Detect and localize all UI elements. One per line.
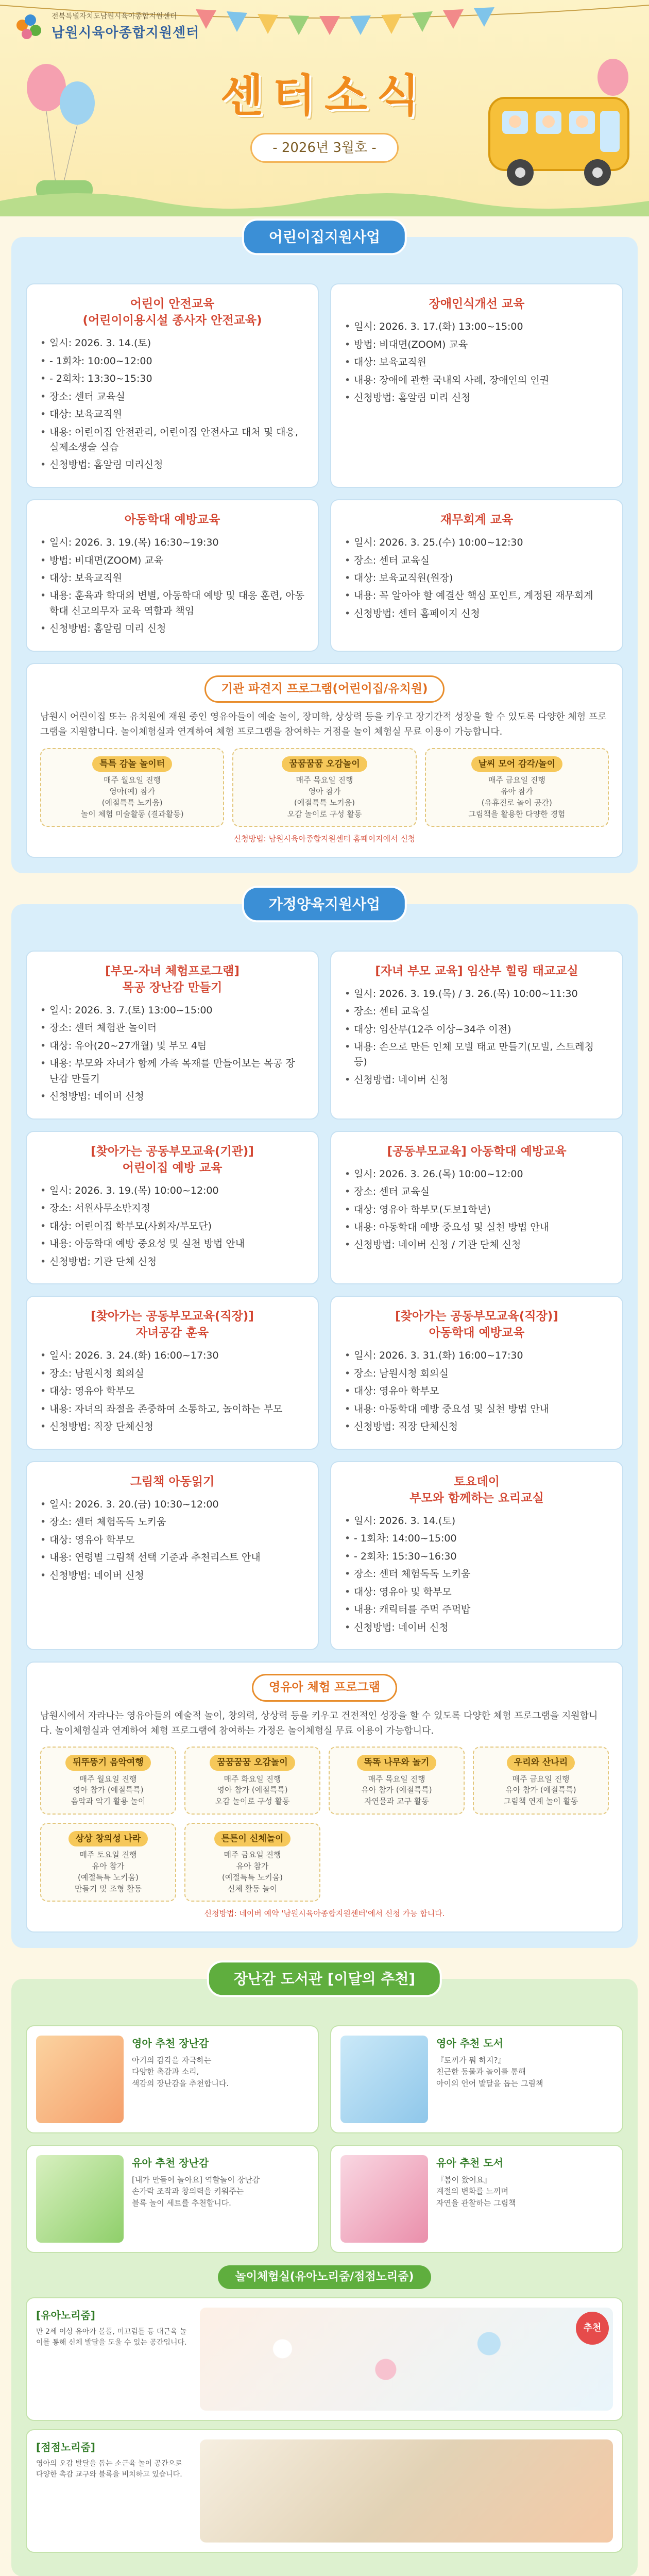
recommend-title: 유아 추천 도서 — [436, 2156, 503, 2169]
card-details — [40, 1497, 304, 1583]
detail-item: • 일시: 2026. 3. 14.(토) — [345, 1514, 609, 1529]
card-title: [자녀 부모 교육] 임산부 힐링 태교교실 — [375, 964, 578, 978]
institution-program-card — [26, 663, 623, 858]
special-program-title: 기관 파견지 프로그램(어린이집/유치원) — [204, 675, 445, 703]
detail-item: • 대상: 영유아 학부모(도보1학년) — [345, 1202, 609, 1217]
mini-program-line: 매주 목요일 진행 — [296, 775, 353, 785]
mini-program — [329, 1747, 465, 1815]
recommend-line: 친근한 동물과 놀이를 통해 — [436, 2067, 526, 2076]
special-program-text: 남원시에서 자라나는 영유아들의 예술적 놀이, 창의력, 상상력 등을 키우고 건전적인 성장을 할 수 있도록 다양한 체험 프로그램을 지원합니다. 놀이체험실과 연계하여 체험 프로그램에 참여하는 가정은 놀이체험실 무료 이용이 가능합니다. — [40, 1710, 598, 1736]
detail-item: • 장소: 센터 교육실 — [345, 553, 609, 568]
detail-item: • 방법: 비대면(ZOOM) 교육 — [40, 553, 304, 568]
mini-program-line: 매주 금요일 진행 — [488, 775, 545, 785]
card-title: [찾아가는 공동부모교육(직장)] 아동학대 예방교육 — [395, 1310, 558, 1340]
recommend-line: 아이의 언어 발달을 돕는 그림책 — [436, 2078, 543, 2088]
detail-item: • 장소: 서원사무소반지정 — [40, 1201, 304, 1216]
program-card — [330, 1461, 623, 1650]
mini-program-line: (예절특특 노키움) — [78, 1872, 139, 1882]
mini-program-line: (예절특특 노키움) — [294, 798, 355, 807]
card-details — [345, 319, 609, 405]
detail-item: • 일시: 2026. 3. 26.(목) 10:00~12:00 — [345, 1167, 609, 1182]
recommend-line: [내가 만들어 놀아요] 역할놀이 장난감 — [132, 2175, 260, 2184]
mini-program-line: (유휴진로 놀이 공간) — [481, 798, 552, 807]
detail-item: • 장소: 센터 교육실 — [345, 1004, 609, 1019]
org-logo-icon — [14, 12, 44, 42]
card-details — [345, 1167, 609, 1253]
mini-program — [40, 1823, 176, 1902]
recommend-line: 손가락 조작과 창의력을 키워주는 — [132, 2187, 244, 2196]
detail-item: • 신청방법: 네이버 신청 / 기관 단체 신청 — [345, 1238, 609, 1252]
card-details — [40, 1183, 304, 1269]
recommend-text — [436, 2155, 516, 2243]
section-title: 가정양육지원사업 — [242, 886, 407, 922]
detail-item: • 내용: 아동학대 예방 중요성 및 실천 방법 안내 — [40, 1236, 304, 1251]
detail-item: • 장소: 남원시청 회의실 — [40, 1366, 304, 1381]
mini-program-line: 영아(예) 참가 — [109, 787, 156, 796]
program-card — [26, 499, 319, 652]
section-title: 장난감 도서관 [이달의 추천] — [207, 1960, 442, 1997]
mini-program-title: 날씨 모어 감각/놀이 — [471, 756, 562, 772]
detail-item: • 내용: 부모와 자녀가 함께 가족 목재를 만들어보는 목공 장난감 만들기 — [40, 1056, 304, 1087]
special-program-title: 영유아 체험 프로그램 — [252, 1674, 397, 1702]
detail-item: • 일시: 2026. 3. 19.(목) / 3. 26.(목) 10:00~11:30 — [345, 987, 609, 1002]
playroom-description: 만 2세 이상 유아가 볼풀, 미끄럼틀 등 대근육 놀이를 통해 신체 발달을 도울 수 있는 공간입니다. — [36, 2327, 187, 2347]
detail-item: • 신청방법: 홈알림 미리 신청 — [345, 391, 609, 405]
detail-item: • 대상: 영유아 학부모 — [40, 1533, 304, 1548]
detail-item: • 내용: 아동학대 예방 중요성 및 실천 방법 안내 — [345, 1220, 609, 1235]
mini-program-line: 신체 활동 놀이 — [227, 1884, 278, 1893]
recommend-line: 블록 놀이 세트를 추천합니다. — [132, 2198, 231, 2208]
playroom-name: [점점노리줌] — [36, 2441, 95, 2453]
detail-item: • - 2회차: 15:30~16:30 — [345, 1549, 609, 1564]
mini-program-line: 유아 참가 — [236, 1861, 269, 1871]
detail-item: • 장소: 센터 교육실 — [345, 1184, 609, 1199]
detail-item: • 대상: 영유아 및 학부모 — [345, 1585, 609, 1600]
card-title: [공동부모교육] 아동학대 예방교육 — [387, 1144, 567, 1158]
playroom-description: 영아의 오감 발달을 돕는 소근육 놀이 공간으로 다양한 촉감 교구와 블록을 비치하고 있습니다. — [36, 2459, 182, 2479]
recommend-title: 영아 추천 도서 — [436, 2037, 503, 2049]
hero-header — [0, 0, 649, 216]
mini-program-line: 매주 목요일 진행 — [368, 1774, 425, 1784]
recommend-cover-image — [340, 2036, 428, 2123]
recommend-cover-image — [36, 2155, 124, 2243]
special-program-text: 남원시 어린이집 또는 유치원에 재원 중인 영유아들이 예술 놀이, 장미학, 상상력 등을 키우고 장기간적 성장을 할 수 있도록 다양한 체험 프로그램을 지원합니다. 놀이체험실과 연계하여 체험 프로그램을 참여하는 거점을 놀이 체험실 무료 이용이 가능합니다. — [40, 711, 607, 738]
playroom-text — [36, 2439, 191, 2543]
program-card — [330, 1131, 623, 1285]
card-title: 장애인식개선 교육 — [429, 297, 525, 311]
playroom-photo — [200, 2439, 613, 2543]
card-details — [40, 1003, 304, 1105]
header-logo[interactable] — [14, 11, 199, 43]
mini-program-line: 유아 참가 (예절특특) — [505, 1785, 576, 1795]
mini-program-title: 꿈꿈꿈꿈 오감놀이 — [210, 1755, 295, 1770]
detail-item: • 대상: 영유아 학부모 — [345, 1384, 609, 1399]
recommend-line: 자연을 관찰하는 그림책 — [436, 2198, 516, 2208]
program-card — [26, 1296, 319, 1450]
detail-item: • 내용: 연령별 그림책 선택 기준과 추천리스트 안내 — [40, 1550, 304, 1565]
mini-program — [425, 748, 609, 827]
detail-item: • 대상: 보육교직원(원장) — [345, 571, 609, 586]
mini-program-line: 매주 월요일 진행 — [104, 775, 161, 785]
mini-program-line: 자연물과 교구 활동 — [364, 1797, 429, 1806]
mini-program-title: 꿈꿈꿈꿈 오감놀이 — [282, 756, 367, 772]
recommend-item[interactable] — [330, 2145, 623, 2253]
detail-item: • 대상: 보육교직원 — [40, 571, 304, 586]
recommend-item[interactable] — [26, 2025, 319, 2133]
detail-item: • 대상: 유아(20~27개월) 및 부모 4팀 — [40, 1039, 304, 1054]
detail-item: • 일시: 2026. 3. 14.(토) — [40, 336, 304, 351]
program-card — [330, 951, 623, 1120]
detail-item: • 신청방법: 홈알림 미리신청 — [40, 457, 304, 472]
infant-support-section — [11, 228, 638, 873]
card-details — [40, 535, 304, 637]
detail-item: • 내용: 손으로 만든 인체 모빌 태교 만들기(모빌, 스트레칭 등) — [345, 1040, 609, 1070]
mini-program-line: 영아 참가 — [308, 787, 341, 796]
mini-program-line: 놀이 체험 미술활동 (결과활동) — [80, 809, 184, 819]
mini-program-line: (예절특특 노키움) — [222, 1872, 283, 1882]
detail-item: • 대상: 임산부(12주 이상~34주 이전) — [345, 1022, 609, 1037]
recommend-line: 계절의 변화를 느끼며 — [436, 2187, 508, 2196]
card-title: 토요데이 부모와 함께하는 요리교실 — [409, 1475, 544, 1505]
mini-program-title: 상상 창의성 나라 — [69, 1831, 148, 1846]
mini-program — [232, 748, 416, 827]
special-program-note: 신청방법: 남원시육아종합지원센터 홈페이지에서 신청 — [233, 834, 416, 844]
toy-library-section — [11, 1970, 638, 2576]
detail-item: • 내용: 어린이집 안전관리, 어린이집 안전사고 대처 및 대응, 실제소생술 실습 — [40, 425, 304, 455]
experience-program-card — [26, 1662, 623, 1932]
detail-item: • 신청방법: 네이버 신청 — [40, 1568, 304, 1583]
detail-item: • 일시: 2026. 3. 7.(토) 13:00~15:00 — [40, 1003, 304, 1018]
detail-item: • 내용: 자녀의 좌절을 존중하여 소통하고, 놀이하는 부모 — [40, 1402, 304, 1417]
card-title: 재무회계 교육 — [440, 513, 514, 527]
card-details — [345, 535, 609, 621]
detail-item: • 일시: 2026. 3. 17.(화) 13:00~15:00 — [345, 319, 609, 334]
mini-program-line: 영아 참가 (예절특특) — [73, 1785, 144, 1795]
recommend-line: 『봄이 왔어요』 — [436, 2175, 492, 2184]
detail-item: • - 1회차: 10:00~12:00 — [40, 354, 304, 369]
card-title: 그림책 아동읽기 — [130, 1475, 215, 1488]
mini-program-line: 매주 화요일 진행 — [224, 1774, 281, 1784]
org-subtitle: 전북특별자치도남원시육아종합지원센터 — [52, 12, 177, 21]
card-title: 어린이 안전교육 (어린이이용시설 종사자 안전교육) — [82, 297, 262, 328]
detail-item: • 내용: 아동학대 예방 중요성 및 실천 방법 안내 — [345, 1402, 609, 1417]
special-program-note: 신청방법: 네이버 예약 '남원시육아종합지원센터'에서 신청 가능 합니다. — [204, 1909, 445, 1919]
grass-decoration — [0, 180, 649, 216]
section-title: 어린이집지원사업 — [242, 218, 407, 255]
detail-item: • 일시: 2026. 3. 20.(금) 10:30~12:00 — [40, 1497, 304, 1512]
recommend-line: 색감의 장난감을 추천합니다. — [132, 2078, 229, 2088]
detail-item: • 신청방법: 홈알림 미리 신청 — [40, 621, 304, 636]
program-card — [26, 1461, 319, 1650]
playroom-name: [유아노리줌] — [36, 2309, 95, 2321]
playroom-photo — [200, 2308, 613, 2411]
mini-program-line: 음악과 악기 활용 놀이 — [71, 1797, 146, 1806]
detail-item: • 내용: 캐릭터를 주먹 주먹밥 — [345, 1602, 609, 1617]
card-details — [345, 987, 609, 1088]
recommend-cover-image — [36, 2036, 124, 2123]
card-details — [40, 1348, 304, 1434]
recommend-text — [436, 2036, 543, 2123]
detail-item: • 신청방법: 네이버 신청 — [345, 1620, 609, 1635]
program-card — [330, 499, 623, 652]
mini-program — [40, 1747, 176, 1815]
program-card — [26, 951, 319, 1120]
program-card — [330, 1296, 623, 1450]
detail-item: • 신청방법: 네이버 신청 — [345, 1073, 609, 1088]
detail-item: • 내용: 장애에 관한 국내외 사례, 장애인의 인권 — [345, 373, 609, 388]
detail-item: • 신청방법: 네이버 신청 — [40, 1089, 304, 1104]
mini-program-title: 똑똑 나무와 놀기 — [357, 1755, 437, 1770]
detail-item: • 장소: 센터 체험관 놀이터 — [40, 1021, 304, 1036]
detail-item: • 장소: 센터 체험독독 노키움 — [40, 1515, 304, 1530]
recommend-text — [132, 2036, 229, 2123]
mini-program-title: 뒤뚜뚱기 음악여행 — [65, 1755, 150, 1770]
recommend-line: 다양한 촉감과 소리, — [132, 2067, 199, 2076]
home-support-section — [11, 895, 638, 1948]
program-card — [26, 1131, 319, 1285]
recommend-item[interactable] — [330, 2025, 623, 2133]
card-title: 아동학대 예방교육 — [124, 513, 220, 527]
mini-program — [40, 748, 224, 827]
detail-item: • - 1회차: 14:00~15:00 — [345, 1531, 609, 1546]
card-details — [345, 1514, 609, 1635]
mini-program-line: 매주 토요일 진행 — [79, 1850, 137, 1860]
detail-item: • 신청방법: 센터 홈페이지 신청 — [345, 606, 609, 621]
newsletter-title: 센터소식 — [220, 70, 429, 122]
mini-program-line: 오감 놀이로 구성 활동 — [215, 1797, 290, 1806]
mini-program-line: 오감 놀이로 구성 활동 — [287, 809, 362, 819]
detail-item: • 장소: 남원시청 회의실 — [345, 1366, 609, 1381]
mini-program-line: 유아 참가 — [500, 787, 533, 796]
recommend-badge: 추천 — [576, 2312, 609, 2345]
program-card — [330, 283, 623, 488]
detail-item: • 일시: 2026. 3. 25.(수) 10:00~12:30 — [345, 535, 609, 550]
detail-item: • 장소: 센터 체험독독 노키움 — [345, 1567, 609, 1582]
card-title: [찾아가는 공동부모교육(기관)] 어린이집 예방 교육 — [91, 1144, 254, 1175]
recommend-title: 유아 추천 장난감 — [132, 2156, 209, 2169]
mini-program — [473, 1747, 609, 1815]
mini-program-line: 매주 금요일 진행 — [512, 1774, 570, 1784]
mini-program-line: 만들기 및 조형 활동 — [74, 1884, 142, 1893]
mini-program-title: 우리와 산나리 — [507, 1755, 575, 1770]
program-card — [26, 283, 319, 488]
mini-program-line: (예절특특 노키움) — [101, 798, 163, 807]
detail-item: • 대상: 보육교직원 — [345, 355, 609, 370]
detail-item: • 내용: 꼭 알아야 할 예결산 핵심 포인트, 계정된 재무회계 — [345, 588, 609, 603]
detail-item: • 일시: 2026. 3. 19.(목) 10:00~12:00 — [40, 1183, 304, 1198]
mini-program-line: 매주 금요일 진행 — [224, 1850, 281, 1860]
detail-item: • 방법: 비대면(ZOOM) 교육 — [345, 337, 609, 352]
recommend-item[interactable] — [26, 2145, 319, 2253]
mini-program-line: 그림책 연계 놀이 활동 — [503, 1797, 578, 1806]
detail-item: • 대상: 영유아 학부모 — [40, 1384, 304, 1399]
detail-item: • 장소: 센터 교육실 — [40, 389, 304, 404]
mini-program-line: 영아 참가 (예절특특) — [217, 1785, 288, 1795]
mini-program-line: 유아 참가 (예절특특) — [361, 1785, 432, 1795]
recommend-text — [132, 2155, 260, 2243]
detail-item: • 신청방법: 직장 단체신청 — [345, 1419, 609, 1434]
detail-item: • 신청방법: 직장 단체신청 — [40, 1419, 304, 1434]
mini-program-line: 매주 월요일 진행 — [79, 1774, 137, 1784]
card-details — [345, 1348, 609, 1434]
mini-program — [184, 1747, 320, 1815]
recommend-cover-image — [340, 2155, 428, 2243]
playroom-text — [36, 2308, 191, 2411]
detail-item: • 일시: 2026. 3. 24.(화) 16:00~17:30 — [40, 1348, 304, 1363]
detail-item: • 대상: 어린이집 학부모(사회자/부모단) — [40, 1219, 304, 1234]
card-details — [40, 336, 304, 473]
card-title: [부모-자녀 체험프로그램] 목공 장난감 만들기 — [105, 964, 240, 994]
issue-date: - 2026년 3월호 - — [0, 133, 649, 163]
detail-item: • 신청방법: 기관 단체 신청 — [40, 1255, 304, 1269]
playroom-card[interactable] — [26, 2429, 623, 2553]
mini-program-line: 그림책을 활용한 다양한 경험 — [468, 809, 566, 819]
mini-program-line: 유아 참가 — [92, 1861, 125, 1871]
org-name: 남원시육아종합지원센터 — [52, 25, 200, 41]
recommend-line: 『토끼가 뭐 하지?』 — [436, 2055, 506, 2065]
detail-item: • - 2회차: 13:30~15:30 — [40, 371, 304, 386]
mini-program — [184, 1823, 320, 1902]
mini-program-title: 튼튼이 신체놀이 — [214, 1831, 291, 1846]
card-title: [찾아가는 공동부모교육(직장)] 자녀공감 훈육 — [91, 1310, 254, 1340]
recommend-title: 영아 추천 장난감 — [132, 2037, 209, 2049]
detail-item: • 일시: 2026. 3. 31.(화) 16:00~17:30 — [345, 1348, 609, 1363]
playroom-card[interactable] — [26, 2297, 623, 2421]
playroom-title: 놀이체험실(유아노리줌/점점노리줌) — [218, 2265, 432, 2289]
detail-item: • 일시: 2026. 3. 19.(목) 16:30~19:30 — [40, 535, 304, 550]
detail-item: • 내용: 훈육과 학대의 변별, 아동학대 예방 및 대응 훈련, 아동학대 신고의무자 교육 역할과 책임 — [40, 588, 304, 619]
detail-item: • 대상: 보육교직원 — [40, 407, 304, 422]
mini-program-title: 특특 감놀 놀이터 — [92, 756, 172, 772]
recommend-line: 아기의 감각을 자극하는 — [132, 2055, 212, 2065]
